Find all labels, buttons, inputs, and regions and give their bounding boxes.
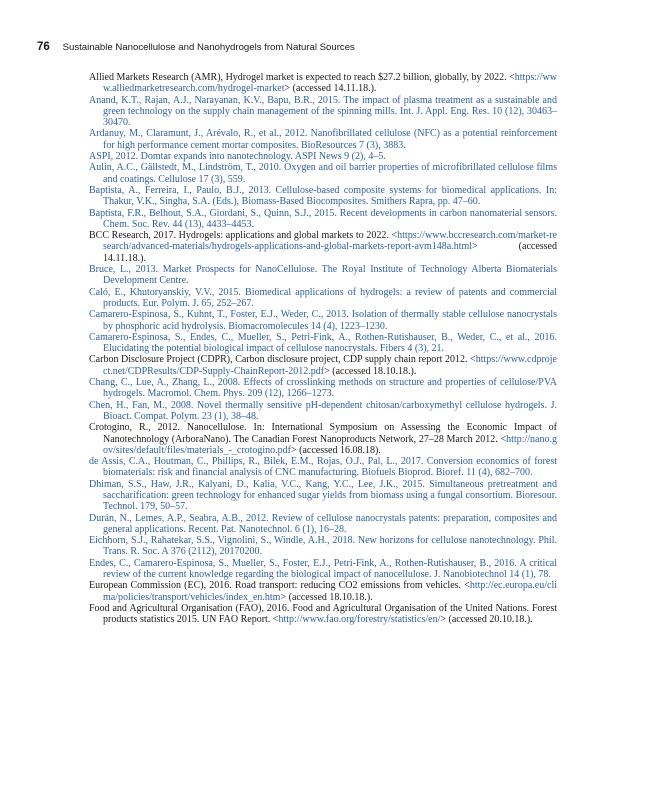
reference-entry[interactable]	[89, 309, 557, 332]
reference-text: Food and Agricultural Organisation (FAO), 2016. Food and Agricultural Organisation of the United Nations. Forest products statistics 2015. UN FAO Report. <	[89, 602, 557, 626]
reference-access-date: > (accessed 18.10.18.).	[280, 591, 373, 603]
reference-entry[interactable]	[89, 264, 557, 287]
reference-text: Eichhorn, S.J., Rahatekar, S.S., Vignolini, S., Windle, A.H., 2018. New horizons for cellulose nanotechnology. Phil. Trans. R. Soc. A 376 (2112), 20170200.	[89, 535, 557, 558]
reference-entry[interactable]	[89, 151, 557, 162]
reference-text: Carbon Disclosure Project (CDPR), Carbon disclosure project, CDP supply chain report 2012. <	[89, 354, 476, 366]
reference-url-link[interactable]: https://www.bccresearch.com/market-research/advanced-materials/hydrogels-applications-and-global-markets-report-avm148a.html	[103, 230, 557, 253]
reference-url-link[interactable]: http://www.fao.org/forestry/statistics/en/	[278, 614, 441, 626]
reference-entry	[89, 422, 557, 456]
reference-entry[interactable]	[89, 162, 557, 185]
reference-entry[interactable]	[89, 208, 557, 231]
reference-entry[interactable]	[89, 287, 557, 310]
reference-entry[interactable]	[89, 185, 557, 208]
reference-text: Camarero-Espinosa, S., Endes, C., Mueller, S., Petri-Fink, A., Rothen-Rutishauser, B., Weder, C., et al., 2016. Elucidating the potential biological impact of cellulose nanocrystals. Fibers 4 (3), 21.	[89, 331, 557, 355]
reference-url-link[interactable]: https://www.alliedmarketresearch.com/hydrogel-market	[103, 72, 557, 95]
reference-list	[89, 72, 557, 626]
reference-access-date: > (accessed 14.11.18.).	[284, 83, 377, 95]
reference-entry[interactable]	[89, 513, 557, 536]
reference-entry	[89, 580, 557, 603]
reference-text: Ardanuy, M., Claramunt, J., Arévalo, R., et al., 2012. Nanofibrillated cellulose (NFC) as a potential reinforcement for high performance cement mortar composites. BioResources 7 (3), 3883.	[89, 128, 557, 151]
reference-text: Crotogino, R., 2012. Nanocellulose. In: International Symposium on Assessing the Economic Impact of Nanotechnology (ArboraNano). The Canadian Forest Nanoproducts Network, 27–28 March 2012. <	[89, 422, 557, 445]
reference-text: Aulin, A.C., Gällstedt, M., Lindström, T., 2010. Oxygen and oil barrier properties of microfibrillated cellulose films and coatings. Cellulose 17 (3), 559.	[89, 162, 557, 185]
reference-text: Endes, C., Camarero-Espinosa, S., Mueller, S., Foster, E.J., Petri-Fink, A., Rothen-Rutishauser, B., 2016. A critical review of the current knowledge regarding the biological impact of nanocellulose. J. Nanobiotechnol 14 (1), 78.	[89, 557, 557, 581]
reference-text: Anand, K.T., Rajan, A.J., Narayanan, K.V., Bapu, B.R., 2015. The impact of plasma treatment as a sustainable and green technology on the supply chain management of the spinning mills. Int. J. Appl. Eng. Res. 10 (12), 30463–30470.	[89, 94, 557, 129]
reference-entry[interactable]	[89, 535, 557, 558]
reference-text: Caló, E., Khutoryanskiy, V.V., 2015. Biomedical applications of hydrogels: a review of patents and commercial products. Eur. Polym. J. 65, 252–267.	[89, 286, 557, 309]
reference-entry[interactable]	[89, 332, 557, 355]
reference-text: Chen, H., Fan, M., 2008. Novel thermally sensitive pH-dependent chitosan/carboxymethyl cellulose hydrogels. J. Bioact. Compat. Polym. 23 (1), 38–48.	[89, 399, 557, 422]
reference-entry	[89, 354, 557, 377]
reference-entry[interactable]	[89, 558, 557, 581]
reference-entry	[89, 603, 557, 626]
running-header	[37, 41, 608, 53]
reference-text: de Assis, C.A., Houtman, C., Phillips, R., Bilek, E.M., Rojas, O.J., Pal, L., 2017. Conversion economics of forest biomaterials: risk and financial analysis of CNC manufacturing. Biofuels Bioprod. Bioref. 11 (4), 682–700.	[89, 456, 557, 479]
reference-text: Durán, N., Lemes, A.P., Seabra, A.B., 2012. Review of cellulose nanocrystals patents: preparation, composites and general applications. Recent. Pat. Nanotechnol. 6 (1), 16–28.	[89, 512, 557, 535]
reference-entry[interactable]	[89, 456, 557, 479]
reference-text: Chang, C., Lue, A., Zhang, L., 2008. Effects of crosslinking methods on structure and properties of cellulose/PVA hydrogels. Macromol. Chem. Phys. 209 (12), 1266–1273.	[89, 377, 557, 400]
reference-entry	[89, 72, 557, 95]
reference-entry[interactable]	[89, 400, 557, 423]
reference-access-date: > (accessed 14.11.18.).	[103, 241, 557, 264]
reference-url-link[interactable]: http://ec.europa.eu/clima/policies/transport/vehicles/index_en.htm	[103, 580, 557, 603]
reference-entry[interactable]	[89, 95, 557, 129]
reference-access-date: > (accessed 18.10.18.).	[324, 365, 417, 377]
reference-text: Allied Markets Research (AMR), Hydrogel market is expected to reach $27.2 billion, globally, by 2022. <	[89, 72, 515, 83]
reference-text: Bruce, L., 2013. Market Prospects for NanoCellulose. The Royal Institute of Technology Alberta Biomaterials Development Centre.	[89, 264, 557, 287]
reference-entry[interactable]	[89, 377, 557, 400]
reference-text: BCC Research, 2017. Hydrogels: applications and global markets to 2022. <	[89, 230, 398, 242]
reference-entry	[89, 230, 557, 264]
reference-text: Camarero-Espinosa, S., Kuhnt, T., Foster, E.J., Weder, C., 2013. Isolation of thermally stable cellulose nanocrystals by phosphoric acid hydrolysis. Biomacromolecules 14 (4), 1223–1230.	[89, 309, 557, 332]
reference-text: Dhiman, S.S., Haw, J.R., Kalyani, D., Kalia, V.C., Kang, Y.C., Lee, J.K., 2015. Simultaneous pretreatment and saccharification: green technology for enhanced sugar yields from biomass using a fungal consortium. Bioresour. Technol. 179, 50–57.	[89, 478, 557, 513]
reference-entry[interactable]	[89, 479, 557, 513]
reference-text: ASPI, 2012. Domtar expands into nanotechnology. ASPI News 9 (2), 4–5.	[89, 151, 386, 163]
reference-text: Baptista, F.R., Belhout, S.A., Giordani, S., Quinn, S.J., 2015. Recent developments in carbon nanomaterial sensors. Chem. Soc. Rev. 44 (13), 4433–4453.	[89, 207, 557, 230]
reference-entry[interactable]	[89, 128, 557, 151]
reference-access-date: > (accessed 20.10.18.).	[440, 614, 533, 626]
reference-text: Baptista, A., Ferreira, I., Paulo, B.J., 2013. Cellulose-based composite systems for biomedical applications. In: Thakur, V.K., Singha, S.A. (Eds.), Biomass-Based Biocomposites. Smithers Rapra, pp. 47–60.	[89, 184, 557, 208]
page-number: 76	[37, 41, 50, 53]
reference-access-date: > (accessed 16.08.18).	[291, 444, 381, 456]
running-title: Sustainable Nanocellulose and Nanohydrogels from Natural Sources	[62, 42, 355, 53]
reference-text: European Commission (EC), 2016. Road transport: reducing CO2 emissions from vehicles. <	[89, 580, 470, 592]
reference-url-link[interactable]: http://nano.gov/sites/default/files/materials_-_crotogino.pdf	[103, 433, 557, 456]
reference-url-link[interactable]: https://www.cdproject.net/CDPResults/CDP-Supply-ChainReport-2012.pdf	[103, 354, 557, 377]
